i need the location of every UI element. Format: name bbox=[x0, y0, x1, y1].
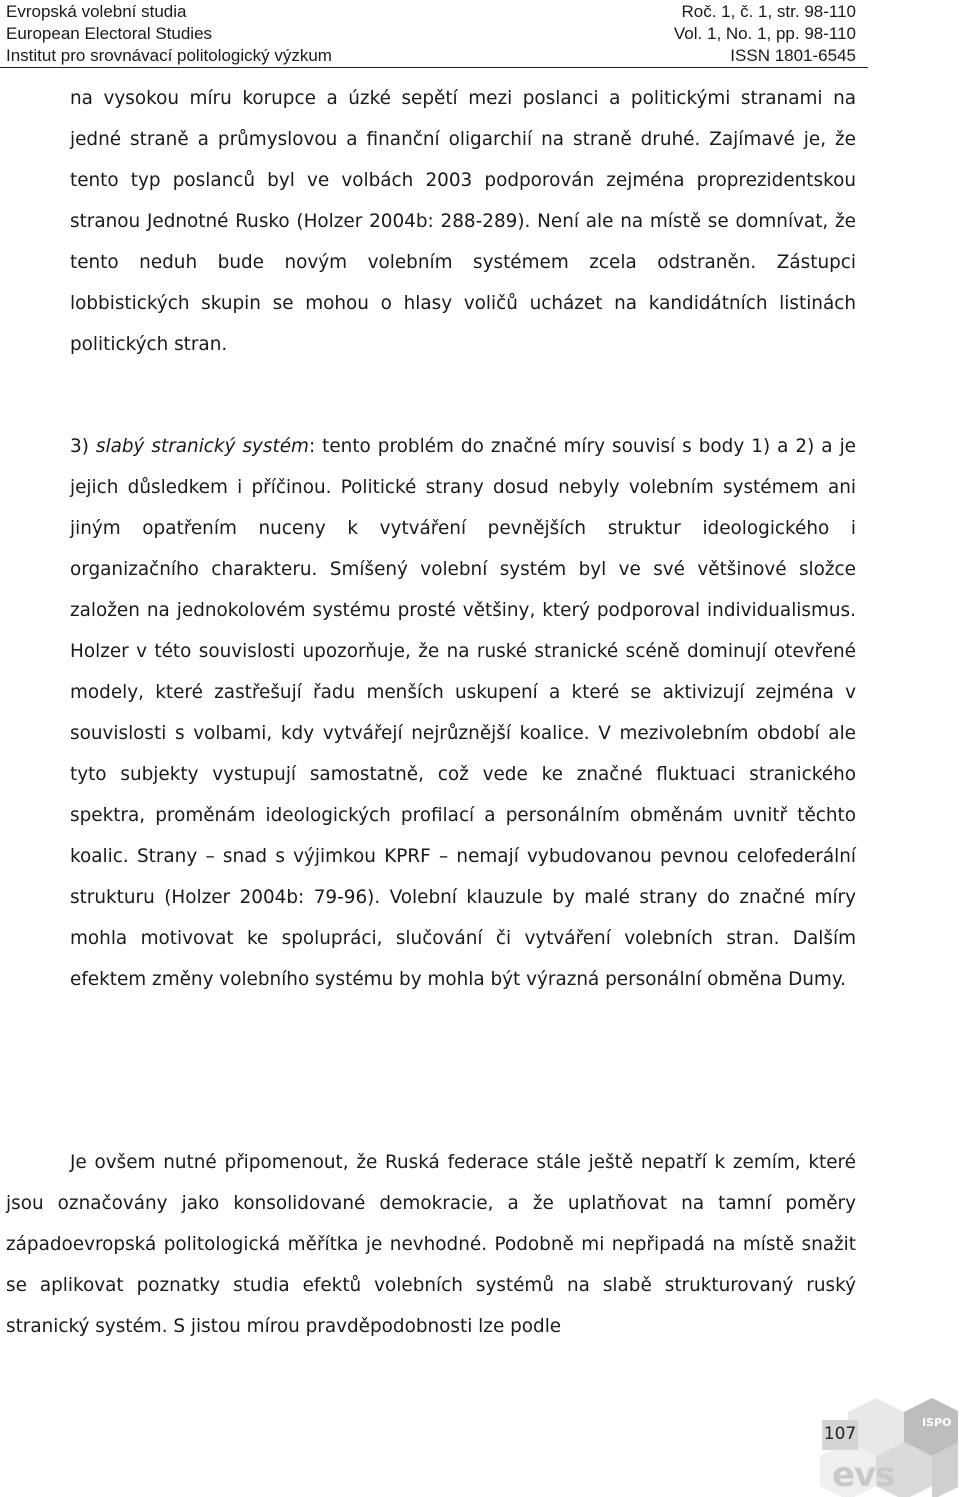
header-row-2 bbox=[6, 23, 856, 45]
paragraph-text: : tento problém do značné míry souvisí s body 1) a 2) a je jejich důsledkem i příčinou. Politické strany dosud nebyly volebním systémem ani jiným opatřením nuceny k vytváření pevnějších struktur ideologického i organizačního charakteru. Smíšený volební systém byl ve své většinové složce založen na jednokolovém systému prosté většiny, který podporoval individualismus. Holzer v této souvislosti upozorňuje, že na ruské stranické scéně dominují otevřené modely, které zastřešují řadu menších uskupení a které se aktivizují zejména v souvislosti s volbami, kdy vytvářejí nejrůznější koalice. V mezivolebním období ale tyto subjekty vystupují samostatně, což vede ke značné fluktuaci stranického spektra, proměnám ideologických profilací a personálním obměnám uvnitř těchto koalic. Strany – snad s výjimkou KPRF – nemají vybudovanou pevnou celofederální strukturu (Holzer 2004b: 79-96). Volební klauzule by malé strany do značné míry mohla motivovat ke spolupráci, slučování či vytváření volebních stran. Dalším efektem změny volebního systému by mohla být výrazná personální obměna Dumy. bbox=[70, 436, 856, 990]
list-number: 3) bbox=[70, 436, 96, 457]
paragraph-russian-federation: Je ovšem nutné připomenout, že Ruská federace stále ještě nepatří k zemím, které jsou označovány jako konsolidované demokracie, a že uplatňovat na tamní poměry západoevropská politologická měřítka je nevhodné. Podobně mi nepřipadá na místě snažit se aplikovat poznatky studia efektů volebních systémů na slabě strukturovaný ruský stranický systém. S jistou mírou pravděpodobnosti lze podle bbox=[6, 1152, 856, 1337]
issue-info-cz: Roč. 1, č. 1, str. 98-110 bbox=[681, 2, 856, 21]
journal-title-en: European Electoral Studies bbox=[6, 24, 213, 43]
paragraph-weak-party-system bbox=[70, 426, 856, 1000]
logo-evs-text: evs bbox=[832, 1455, 895, 1495]
journal-title-cz: Evropská volební studia bbox=[6, 2, 187, 21]
page-number: 107 bbox=[823, 1424, 857, 1444]
issue-info-en: Vol. 1, No. 1, pp. 98-110 bbox=[673, 24, 856, 43]
header-divider bbox=[0, 67, 868, 68]
italic-term: slabý stranický systém bbox=[95, 436, 309, 457]
institute-name: Institut pro srovnávací politologický výzkum bbox=[6, 46, 332, 65]
issn: ISSN 1801-6545 bbox=[730, 46, 856, 65]
paragraph-corruption: na vysokou míru korupce a úzké sepětí mezi poslanci a politickými stranami na jedné straně a průmyslovou a finanční oligarchií na straně druhé. Zajímavé je, že tento typ poslanců byl ve volbách 2003 podporován zejména proprezidentskou stranou Jednotné Rusko (Holzer 2004b: 288-289). Není ale na místě se domnívat, že tento neduh bude novým volebním systémem zcela odstraněn. Zástupci lobbistických skupin se mohou o hlasy voličů ucházet na kandidátních listinách politických stran. bbox=[70, 88, 856, 355]
header-row-1 bbox=[6, 1, 856, 23]
page-header bbox=[0, 0, 960, 68]
logo-ispo-text: ISPO bbox=[922, 1416, 952, 1429]
header-row-3 bbox=[6, 45, 856, 67]
